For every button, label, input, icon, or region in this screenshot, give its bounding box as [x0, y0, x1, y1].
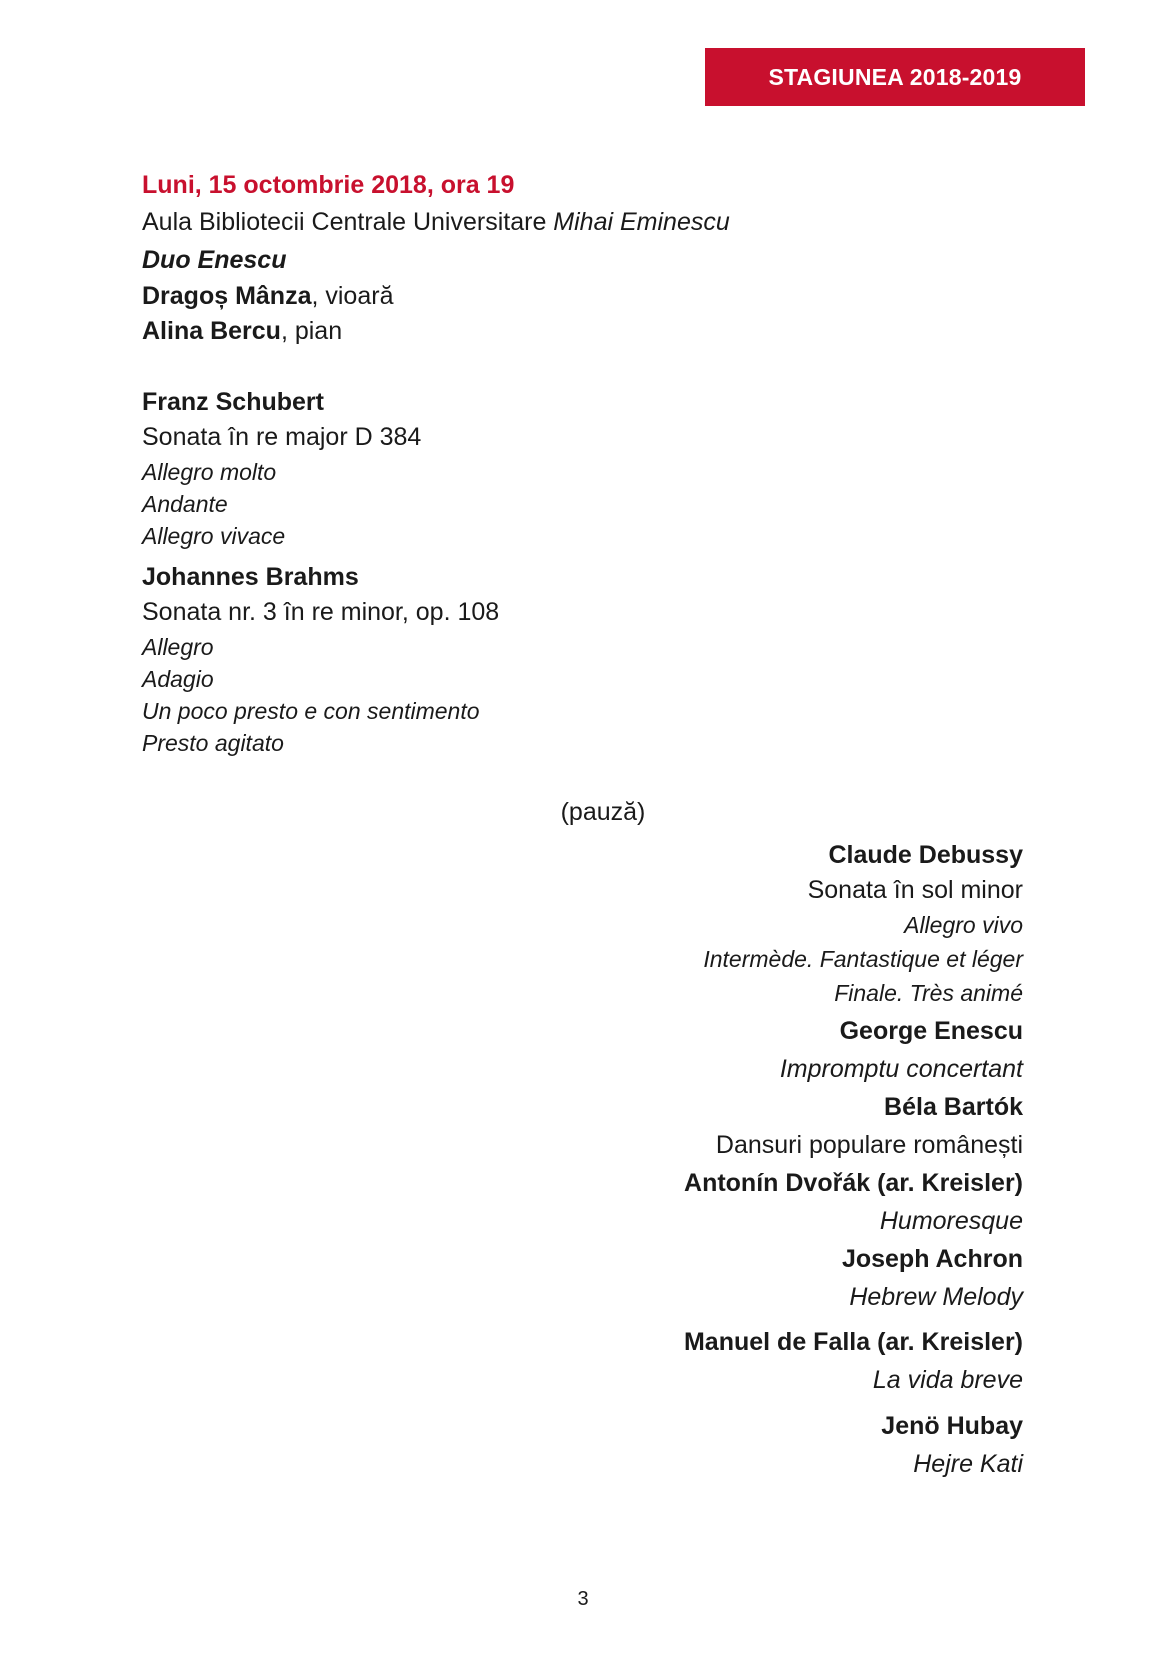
movement: Adagio — [142, 666, 214, 692]
page-number: 3 — [577, 1588, 589, 1610]
composer-name: George Enescu — [839, 1017, 1023, 1045]
movement: Presto agitato — [142, 730, 284, 756]
composer-name: Franz Schubert — [142, 388, 324, 416]
movement: Allegro vivo — [904, 912, 1023, 938]
movement: Andante — [142, 491, 228, 517]
intermission: (pauză) — [560, 798, 646, 826]
composer-name: Jenö Hubay — [881, 1412, 1023, 1440]
work-title: Sonata în sol minor — [807, 876, 1023, 904]
performer-name: Alina Bercu — [142, 317, 281, 345]
work-title: Sonata nr. 3 în re minor, op. 108 — [142, 598, 500, 626]
work-title: La vida breve — [872, 1366, 1023, 1394]
venue-name: Mihai Eminescu — [553, 208, 730, 236]
venue-prefix: Aula Bibliotecii Centrale Universitare — [142, 208, 554, 236]
work-title: Hejre Kati — [913, 1450, 1023, 1478]
performer-role: , vioară — [311, 282, 394, 310]
composer-name: Manuel de Falla (ar. Kreisler) — [683, 1328, 1023, 1356]
work-title: Impromptu concertant — [779, 1055, 1023, 1083]
movement: Allegro — [142, 634, 214, 660]
composer-name: Claude Debussy — [828, 841, 1023, 869]
performer-role: , pian — [280, 317, 343, 345]
work-title: Dansuri populare românești — [715, 1131, 1023, 1159]
work-title: Humoresque — [879, 1207, 1023, 1235]
movement: Allegro vivace — [142, 523, 286, 549]
performer-name: Dragoș Mânza — [142, 282, 312, 310]
composer-name: Johannes Brahms — [142, 563, 359, 591]
movement: Finale. Très animé — [834, 980, 1023, 1006]
season-banner: STAGIUNEA 2018-2019 — [705, 48, 1085, 106]
composer-name: Antonín Dvořák (ar. Kreisler) — [684, 1169, 1023, 1197]
work-title: Hebrew Melody — [849, 1283, 1023, 1311]
movement: Allegro molto — [142, 459, 277, 485]
performer-1 — [142, 281, 393, 311]
work-title: Sonata în re major D 384 — [142, 423, 422, 451]
composer-name: Béla Bartók — [884, 1093, 1023, 1121]
movement: Intermède. Fantastique et léger — [703, 946, 1023, 972]
composer-name: Joseph Achron — [841, 1245, 1023, 1273]
movement: Un poco presto e con sentimento — [142, 698, 480, 724]
event-venue — [142, 207, 730, 237]
event-date: Luni, 15 octombrie 2018, ora 19 — [142, 171, 515, 199]
ensemble-name: Duo Enescu — [142, 246, 287, 274]
performer-2 — [142, 316, 342, 346]
